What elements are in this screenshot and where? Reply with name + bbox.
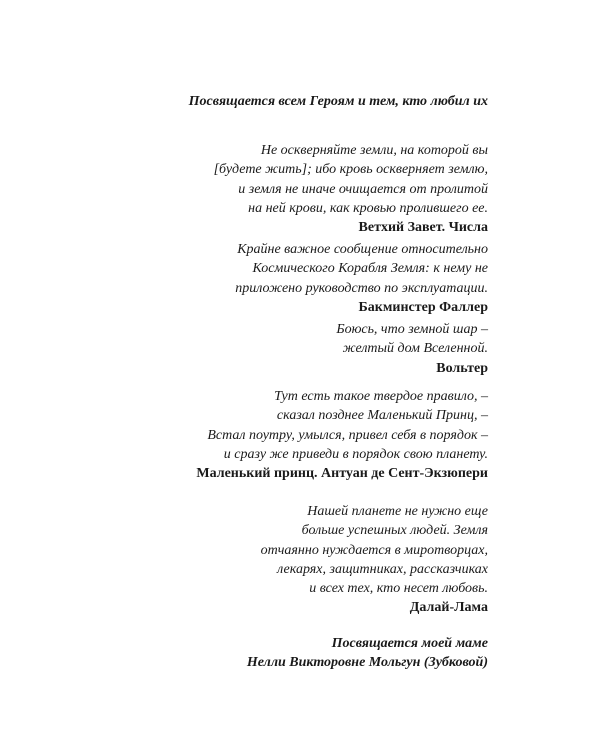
epigraph-fuller — [235, 240, 488, 317]
epigraph-line: Не оскверняйте земли, на которой вы — [260, 143, 488, 158]
epigraph-line: и земля не иначе очищается от пролитой — [238, 181, 488, 197]
dedication-line: Нелли Викторовне Мольгун (Зубковой) — [246, 655, 488, 671]
epigraph-line: и всех тех, кто несет любовь. — [309, 581, 488, 597]
dedication-line: Посвящается моей маме — [331, 636, 488, 651]
epigraph-voltaire — [336, 320, 488, 378]
epigraph-author: Ветхий Завет. Числа — [358, 220, 488, 236]
epigraph-line: лекарях, защитниках, рассказчиках — [277, 561, 488, 577]
epigraph-author: Бакминстер Фаллер — [358, 299, 488, 315]
epigraph-line: и сразу же приведи в порядок свою планету. — [223, 446, 488, 462]
epigraph-line: Нашей планете не нужно еще — [307, 504, 488, 519]
dedication-mother — [247, 634, 488, 673]
epigraph-line: больше успешных людей. Земля — [301, 523, 488, 539]
epigraph-line: [будете жить]; ибо кровь оскверняет землю, — [213, 162, 488, 178]
epigraph-line: сказал позднее Маленький Принц, – — [276, 408, 488, 424]
dedication-heroes: Посвящается всем Героям и тем, кто любил их — [188, 94, 488, 109]
epigraph-author: Маленький принц. Антуан де Сент-Экзюпери — [196, 466, 488, 482]
epigraph-line: Встал поутру, умылся, привел себя в порядок – — [207, 427, 488, 443]
epigraph-line: желтый дом Вселенной. — [342, 341, 488, 357]
epigraph-line: отчаянно нуждается в миротворцах, — [260, 542, 488, 558]
epigraph-numbers — [214, 141, 488, 237]
epigraph-author: Далай-Лама — [409, 600, 488, 616]
epigraph-line: Боюсь, что земной шар – — [336, 322, 488, 337]
epigraph-little-prince — [196, 387, 488, 483]
epigraph-author: Вольтер — [436, 360, 488, 376]
epigraph-line: Тут есть такое твердое правило, – — [274, 389, 488, 404]
epigraph-dalai-lama — [261, 502, 488, 618]
epigraph-line: Крайне важное сообщение относительно — [237, 242, 488, 257]
epigraph-line: приложено руководство по эксплуатации. — [235, 280, 488, 296]
epigraph-line: на ней крови, как кровью пролившего ее. — [248, 200, 488, 216]
epigraph-line: Космического Корабля Земля: к нему не — [252, 261, 488, 277]
